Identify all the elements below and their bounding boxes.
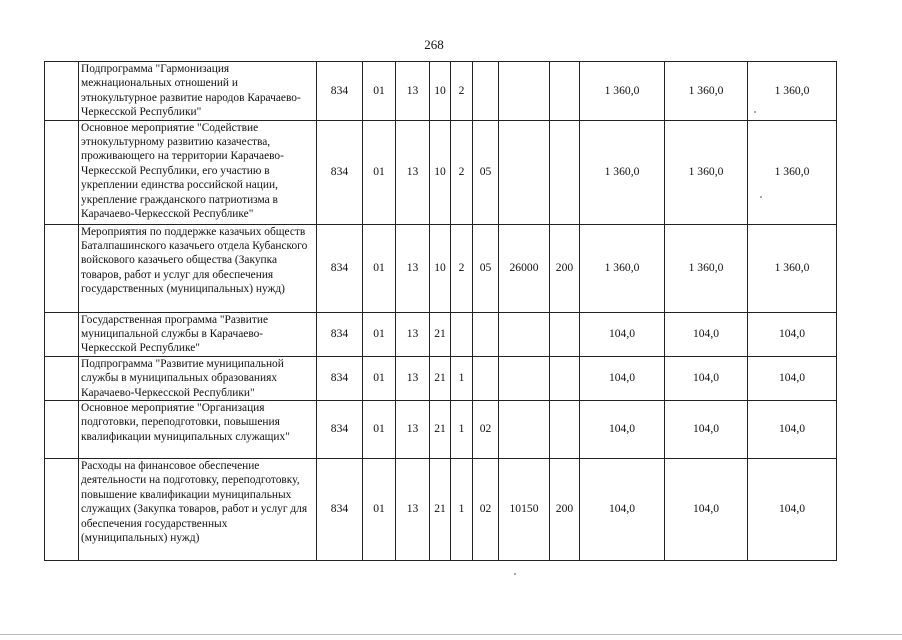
row-margin-cell — [45, 401, 79, 459]
table-body — [45, 62, 837, 561]
cell-section: 01 — [363, 356, 396, 400]
cell-amount-3: 104,0 — [748, 356, 837, 400]
cell-amount-1: 104,0 — [580, 459, 665, 561]
cell-amount-1: 104,0 — [580, 401, 665, 459]
cell-description: Государственная программа "Развитие муниципальной службы в Карачаево-Черкесской Республике" — [79, 312, 317, 356]
cell-section: 01 — [363, 401, 396, 459]
cell-section: 01 — [363, 62, 396, 121]
cell-event: 05 — [473, 120, 499, 224]
row-margin-cell — [45, 62, 79, 121]
page-number: 268 — [424, 37, 444, 52]
cell-subsection: 13 — [396, 356, 430, 400]
cell-ministry: 834 — [317, 401, 363, 459]
cell-amount-2: 104,0 — [665, 401, 748, 459]
cell-subprogram: 1 — [451, 401, 473, 459]
cell-description: Мероприятия по поддержке казачьих обществ Баталпашинского казачьего отдела Кубанского войскового казачьего общества (Закупка товаров, работ и услуг для обеспечения государственных (муниципальных) нужд) — [79, 224, 317, 312]
cell-subsection: 13 — [396, 459, 430, 561]
row-margin-cell — [45, 312, 79, 356]
table-row — [45, 459, 837, 561]
cell-direction — [499, 356, 550, 400]
table-row — [45, 356, 837, 400]
cell-amount-1: 104,0 — [580, 312, 665, 356]
cell-section: 01 — [363, 312, 396, 356]
cell-description: Основное мероприятие "Содействие этнокультурному развитию казачества, проживающего на территории Карачаево-Черкесской Республики, его участию в укреплении единства российской нации, укрепление гражданского патриотизма в Карачаево-Черкесской Республике" — [79, 120, 317, 224]
scan-speck — [754, 111, 756, 113]
cell-program: 10 — [430, 120, 451, 224]
row-margin-cell — [45, 120, 79, 224]
cell-amount-2: 1 360,0 — [665, 62, 748, 121]
cell-amount-2: 1 360,0 — [665, 120, 748, 224]
cell-program: 21 — [430, 459, 451, 561]
cell-ministry: 834 — [317, 224, 363, 312]
cell-subprogram: 1 — [451, 356, 473, 400]
cell-event: 05 — [473, 224, 499, 312]
cell-expense-type — [550, 120, 580, 224]
cell-section: 01 — [363, 224, 396, 312]
table-row — [45, 224, 837, 312]
cell-program: 10 — [430, 224, 451, 312]
cell-ministry: 834 — [317, 312, 363, 356]
cell-expense-type — [550, 401, 580, 459]
cell-event: 02 — [473, 459, 499, 561]
cell-direction — [499, 312, 550, 356]
cell-subsection: 13 — [396, 312, 430, 356]
cell-amount-1: 104,0 — [580, 356, 665, 400]
cell-description: Подпрограмма "Гармонизация межнациональных отношений и этнокультурное развитие народов Карачаево-Черкесской Республики" — [79, 62, 317, 121]
cell-amount-2: 104,0 — [665, 356, 748, 400]
cell-amount-3: 104,0 — [748, 312, 837, 356]
cell-expense-type — [550, 312, 580, 356]
cell-amount-3: 104,0 — [748, 459, 837, 561]
table-row — [45, 62, 837, 121]
cell-amount-1: 1 360,0 — [580, 120, 665, 224]
cell-subprogram: 1 — [451, 459, 473, 561]
cell-event — [473, 312, 499, 356]
cell-subprogram: 2 — [451, 62, 473, 121]
cell-program: 21 — [430, 312, 451, 356]
cell-section: 01 — [363, 459, 396, 561]
cell-amount-3: 104,0 — [748, 401, 837, 459]
scan-speck — [760, 196, 762, 198]
cell-expense-type — [550, 62, 580, 121]
cell-amount-1: 1 360,0 — [580, 224, 665, 312]
cell-event — [473, 62, 499, 121]
cell-direction: 10150 — [499, 459, 550, 561]
cell-amount-2: 104,0 — [665, 312, 748, 356]
cell-ministry: 834 — [317, 356, 363, 400]
cell-amount-3: 1 360,0 — [748, 224, 837, 312]
cell-description: Расходы на финансовое обеспечение деятельности на подготовку, переподготовку, повышение квалификации муниципальных служащих (Закупка товаров, работ и услуг для обеспечения государственных (муниципальных) нужд) — [79, 459, 317, 561]
cell-section: 01 — [363, 120, 396, 224]
cell-program: 21 — [430, 356, 451, 400]
cell-amount-3: 1 360,0 — [748, 120, 837, 224]
cell-subsection: 13 — [396, 120, 430, 224]
cell-ministry: 834 — [317, 62, 363, 121]
cell-direction: 26000 — [499, 224, 550, 312]
cell-description: Подпрограмма "Развитие муниципальной службы в муниципальных образованиях Карачаево-Черкесской Республики" — [79, 356, 317, 400]
row-margin-cell — [45, 356, 79, 400]
cell-expense-type — [550, 356, 580, 400]
cell-subsection: 13 — [396, 224, 430, 312]
cell-subprogram: 2 — [451, 224, 473, 312]
cell-amount-2: 1 360,0 — [665, 224, 748, 312]
cell-ministry: 834 — [317, 120, 363, 224]
row-margin-cell — [45, 224, 79, 312]
cell-direction — [499, 401, 550, 459]
cell-subsection: 13 — [396, 401, 430, 459]
cell-direction — [499, 120, 550, 224]
page-bottom-edge — [0, 634, 902, 635]
cell-amount-1: 1 360,0 — [580, 62, 665, 121]
cell-direction — [499, 62, 550, 121]
table-row — [45, 312, 837, 356]
cell-event — [473, 356, 499, 400]
table-row — [45, 401, 837, 459]
cell-expense-type: 200 — [550, 224, 580, 312]
cell-expense-type: 200 — [550, 459, 580, 561]
cell-subprogram: 2 — [451, 120, 473, 224]
cell-subsection: 13 — [396, 62, 430, 121]
scan-speck — [514, 573, 516, 575]
table-row — [45, 120, 837, 224]
cell-program: 10 — [430, 62, 451, 121]
cell-amount-3: 1 360,0 — [748, 62, 837, 121]
cell-event: 02 — [473, 401, 499, 459]
row-margin-cell — [45, 459, 79, 561]
budget-table — [44, 61, 837, 561]
cell-ministry: 834 — [317, 459, 363, 561]
cell-amount-2: 104,0 — [665, 459, 748, 561]
cell-subprogram — [451, 312, 473, 356]
cell-description: Основное мероприятие "Организация подготовки, переподготовки, повышения квалификации муниципальных служащих" — [79, 401, 317, 459]
cell-program: 21 — [430, 401, 451, 459]
